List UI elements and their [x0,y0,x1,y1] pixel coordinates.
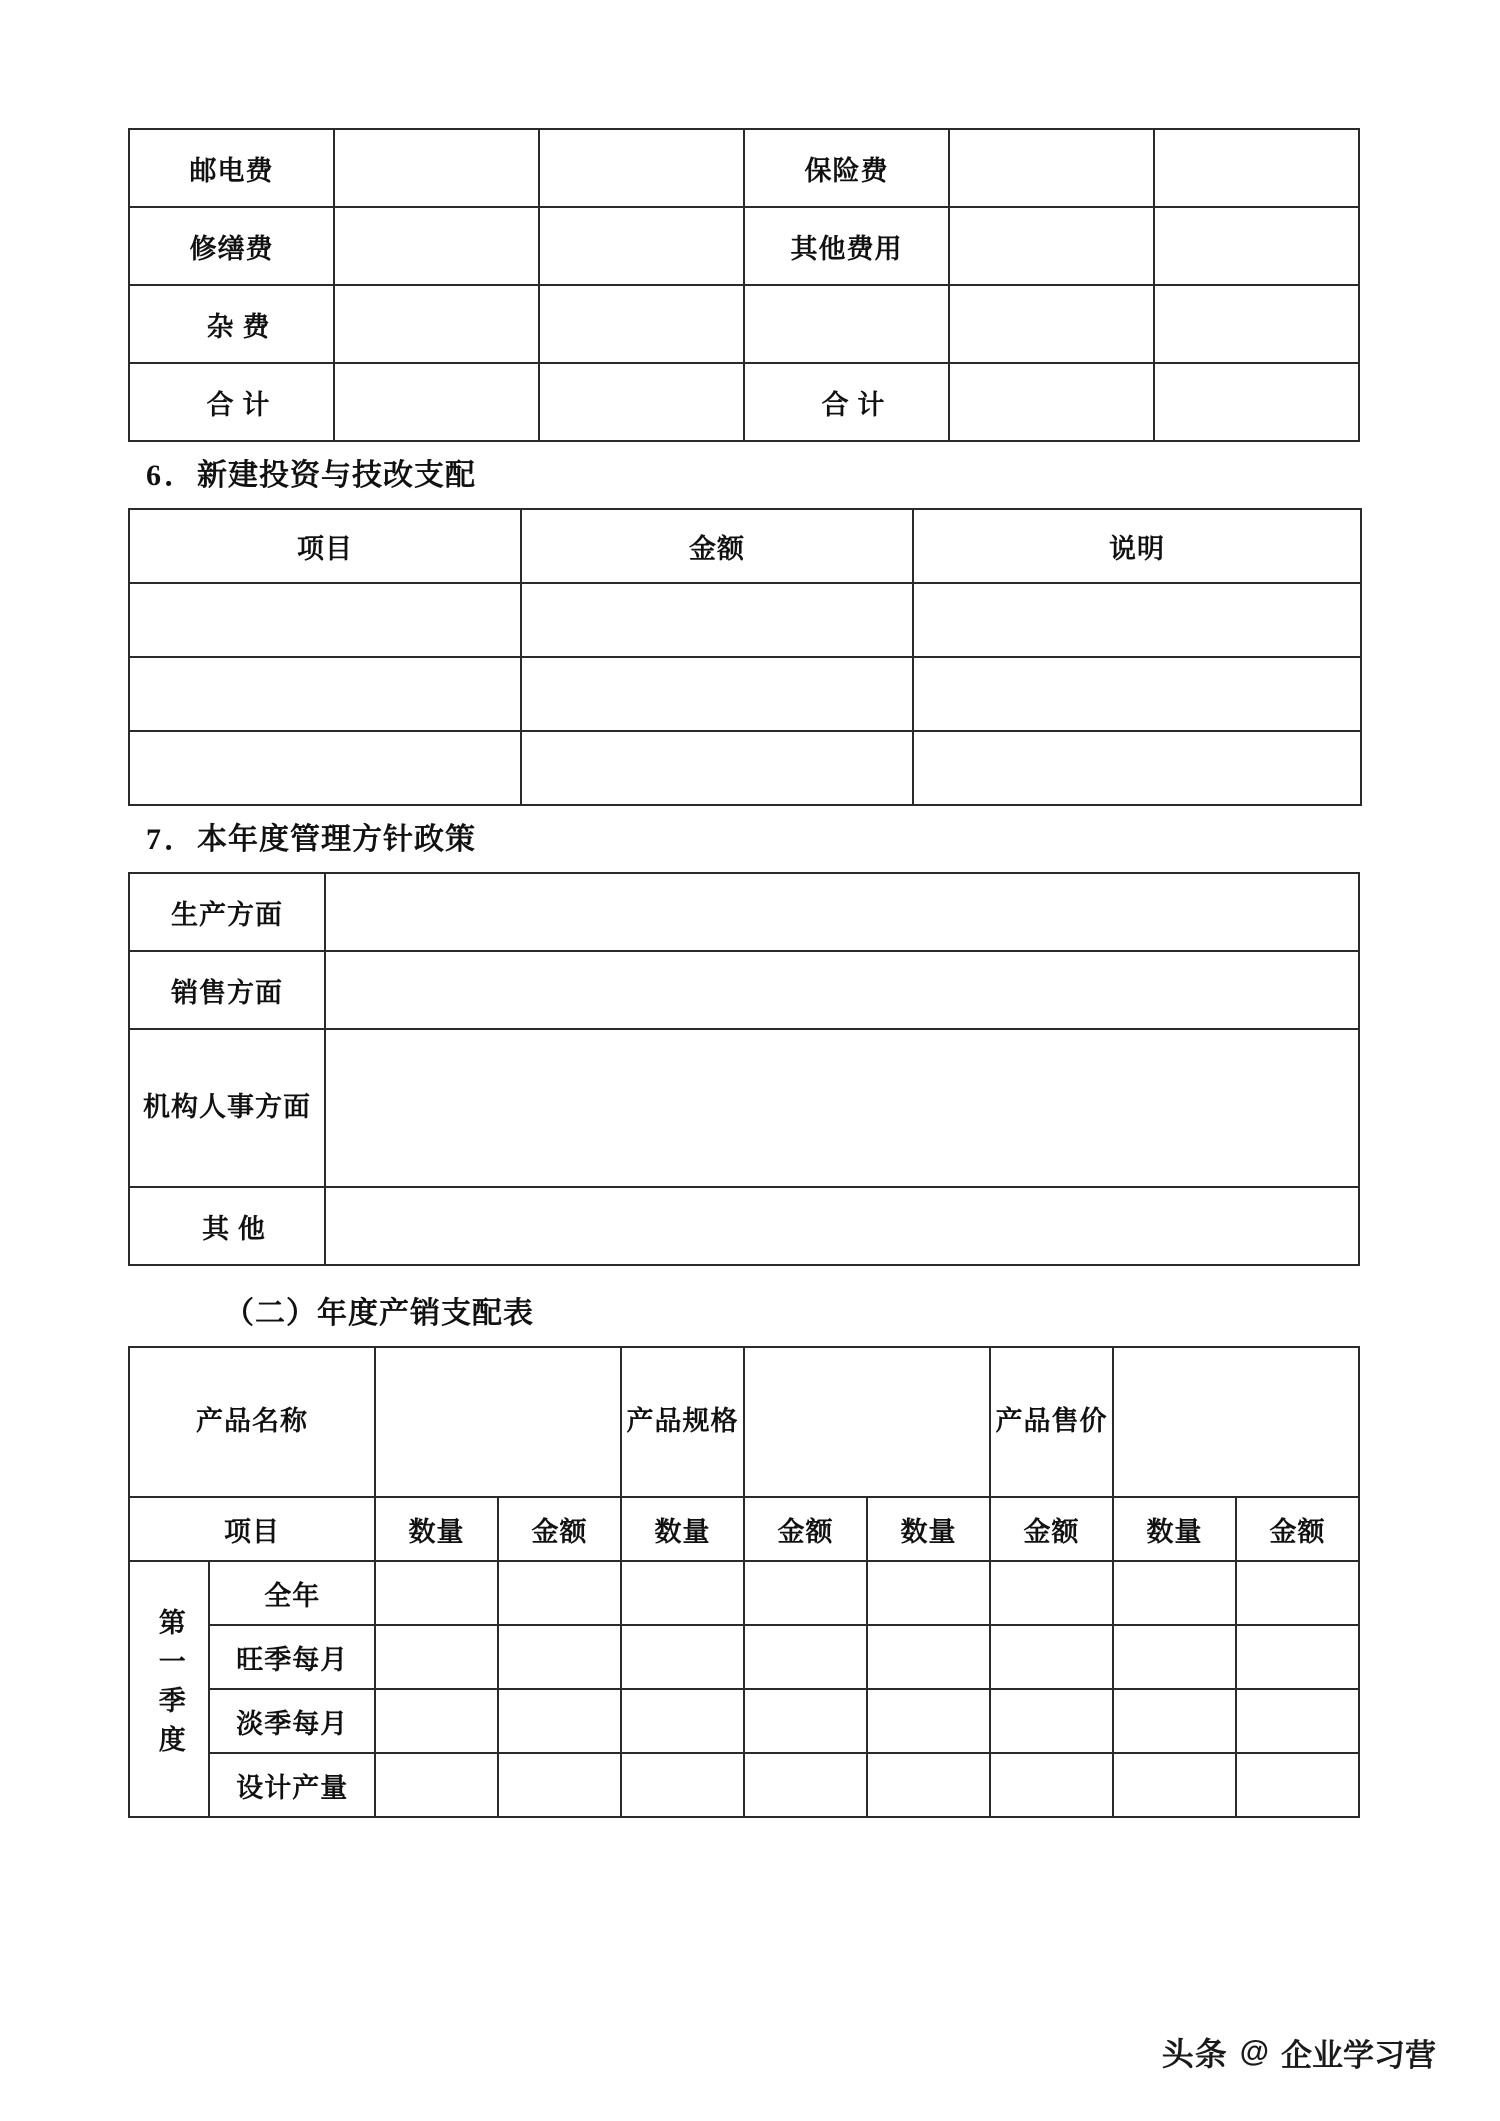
expense-cell[interactable] [1154,285,1359,363]
expense-cell[interactable] [539,285,744,363]
expense-cell[interactable] [949,285,1154,363]
expense-cell[interactable] [334,363,539,441]
expense-cell[interactable] [539,207,744,285]
expense-cell[interactable] [949,363,1154,441]
prod-cell[interactable] [498,1689,621,1753]
table-row [129,1689,1359,1753]
prod-cell[interactable] [621,1625,744,1689]
table-header-row [129,509,1361,583]
prod-cell[interactable] [990,1689,1113,1753]
prod-header-amt-1: 金额 [498,1497,621,1561]
table-row [129,1187,1359,1265]
table-row [129,1561,1359,1625]
product-name-label: 产品名称 [129,1347,375,1497]
policy-value-other[interactable] [325,1187,1359,1265]
prod-header-item: 项目 [129,1497,375,1561]
prod-header-qty-1: 数量 [375,1497,498,1561]
prod-cell[interactable] [990,1561,1113,1625]
investment-cell[interactable] [521,657,913,731]
prod-header-qty-2: 数量 [621,1497,744,1561]
prod-cell[interactable] [1236,1561,1359,1625]
table-row [129,951,1359,1029]
table-row [129,873,1359,951]
prod-cell[interactable] [1236,1753,1359,1817]
prod-row-label-offpeak: 淡季每月 [209,1689,375,1753]
quarter-label-text: 第一季度 [154,1607,185,1764]
expense-label-insurance: 保险费 [744,129,949,207]
expense-cell[interactable] [1154,207,1359,285]
product-name-value[interactable] [375,1347,621,1497]
investment-table [128,508,1362,806]
expense-cell[interactable] [949,207,1154,285]
prod-cell[interactable] [744,1689,867,1753]
prod-cell[interactable] [990,1753,1113,1817]
investment-cell[interactable] [129,731,521,805]
section-7-title: 本年度管理方针政策 [197,823,476,856]
table-row [129,1625,1359,1689]
policy-label-org-hr: 机构人事方面 [129,1029,325,1187]
table-row [129,1029,1359,1187]
prod-cell[interactable] [744,1753,867,1817]
prod-cell[interactable] [867,1625,990,1689]
expense-cell[interactable] [334,207,539,285]
policy-value-sales[interactable] [325,951,1359,1029]
prod-cell[interactable] [375,1561,498,1625]
document-content [128,128,1360,1818]
expense-cell[interactable] [1154,129,1359,207]
table-row [129,285,1359,363]
table-row [129,207,1359,285]
prod-cell[interactable] [375,1689,498,1753]
prod-cell[interactable] [1236,1689,1359,1753]
policy-label-sales: 销售方面 [129,951,325,1029]
expense-label-repair: 修缮费 [129,207,334,285]
prod-header-amt-3: 金额 [990,1497,1113,1561]
product-price-label: 产品售价 [990,1347,1113,1497]
expense-cell[interactable] [539,129,744,207]
expense-label-other: 其他费用 [744,207,949,285]
investment-cell[interactable] [129,583,521,657]
prod-cell[interactable] [1113,1689,1236,1753]
product-spec-label: 产品规格 [621,1347,744,1497]
table-header-row [129,1347,1359,1497]
watermark-separator: @ [1239,2035,1269,2068]
policy-value-org-hr[interactable] [325,1029,1359,1187]
expense-cell[interactable] [539,363,744,441]
prod-header-qty-3: 数量 [867,1497,990,1561]
table-row [129,1753,1359,1817]
expense-cell[interactable] [744,285,949,363]
table-row [129,731,1361,805]
expense-label-misc: 杂 费 [129,285,334,363]
investment-header-note: 说明 [913,509,1361,583]
investment-cell[interactable] [129,657,521,731]
investment-cell[interactable] [913,731,1361,805]
watermark-brand: 头条 [1161,2036,1228,2072]
prod-cell[interactable] [744,1625,867,1689]
expense-label-total-left: 合 计 [129,363,334,441]
watermark-account: 企业学习营 [1281,2037,1436,2073]
expense-cell[interactable] [334,129,539,207]
investment-cell[interactable] [521,583,913,657]
table-row [129,363,1359,441]
prod-cell[interactable] [1236,1625,1359,1689]
prod-cell[interactable] [621,1561,744,1625]
expense-label-postal: 邮电费 [129,129,334,207]
prod-cell[interactable] [744,1561,867,1625]
prod-cell[interactable] [498,1753,621,1817]
prod-cell[interactable] [867,1689,990,1753]
prod-row-label-peak: 旺季每月 [209,1625,375,1689]
prod-cell[interactable] [1113,1625,1236,1689]
expense-cell[interactable] [949,129,1154,207]
prod-header-amt-2: 金额 [744,1497,867,1561]
prod-cell[interactable] [375,1753,498,1817]
expense-label-total-right: 合 计 [744,363,949,441]
prod-cell[interactable] [375,1625,498,1689]
prod-header-qty-4: 数量 [1113,1497,1236,1561]
policy-label-production: 生产方面 [129,873,325,951]
expense-cell[interactable] [334,285,539,363]
prod-row-label-design: 设计产量 [209,1753,375,1817]
quarter-label [129,1561,209,1817]
investment-cell[interactable] [913,657,1361,731]
prod-cell[interactable] [867,1753,990,1817]
prod-cell[interactable] [867,1561,990,1625]
policy-label-other: 其 他 [129,1187,325,1265]
prod-row-label-year: 全年 [209,1561,375,1625]
expense-cell[interactable] [1154,363,1359,441]
section-6-number: 6． [146,459,197,492]
prod-cell[interactable] [990,1625,1113,1689]
production-plan-table [128,1346,1360,1818]
prod-cell[interactable] [1113,1561,1236,1625]
watermark [1162,2029,1436,2075]
expense-table [128,128,1360,442]
policy-table [128,872,1360,1266]
table-header-row [129,1497,1359,1561]
investment-header-amount: 金额 [521,509,913,583]
policy-value-production[interactable] [325,873,1359,951]
prod-header-amt-4: 金额 [1236,1497,1359,1561]
table-row [129,129,1359,207]
investment-cell[interactable] [521,731,913,805]
prod-cell[interactable] [621,1689,744,1753]
product-spec-value[interactable] [744,1347,990,1497]
section-6-title: 新建投资与技改支配 [197,459,476,492]
table-row [129,657,1361,731]
investment-header-item: 项目 [129,509,521,583]
product-price-value[interactable] [1113,1347,1359,1497]
prod-cell[interactable] [498,1561,621,1625]
table-row [129,583,1361,657]
section-two-heading: （二）年度产销支配表 [224,1297,534,1330]
section-7-number: 7． [146,823,197,856]
section-7-heading [128,806,1360,872]
investment-cell[interactable] [913,583,1361,657]
prod-cell[interactable] [498,1625,621,1689]
prod-cell[interactable] [621,1753,744,1817]
prod-cell[interactable] [1113,1753,1236,1817]
section-6-heading [128,442,1360,508]
